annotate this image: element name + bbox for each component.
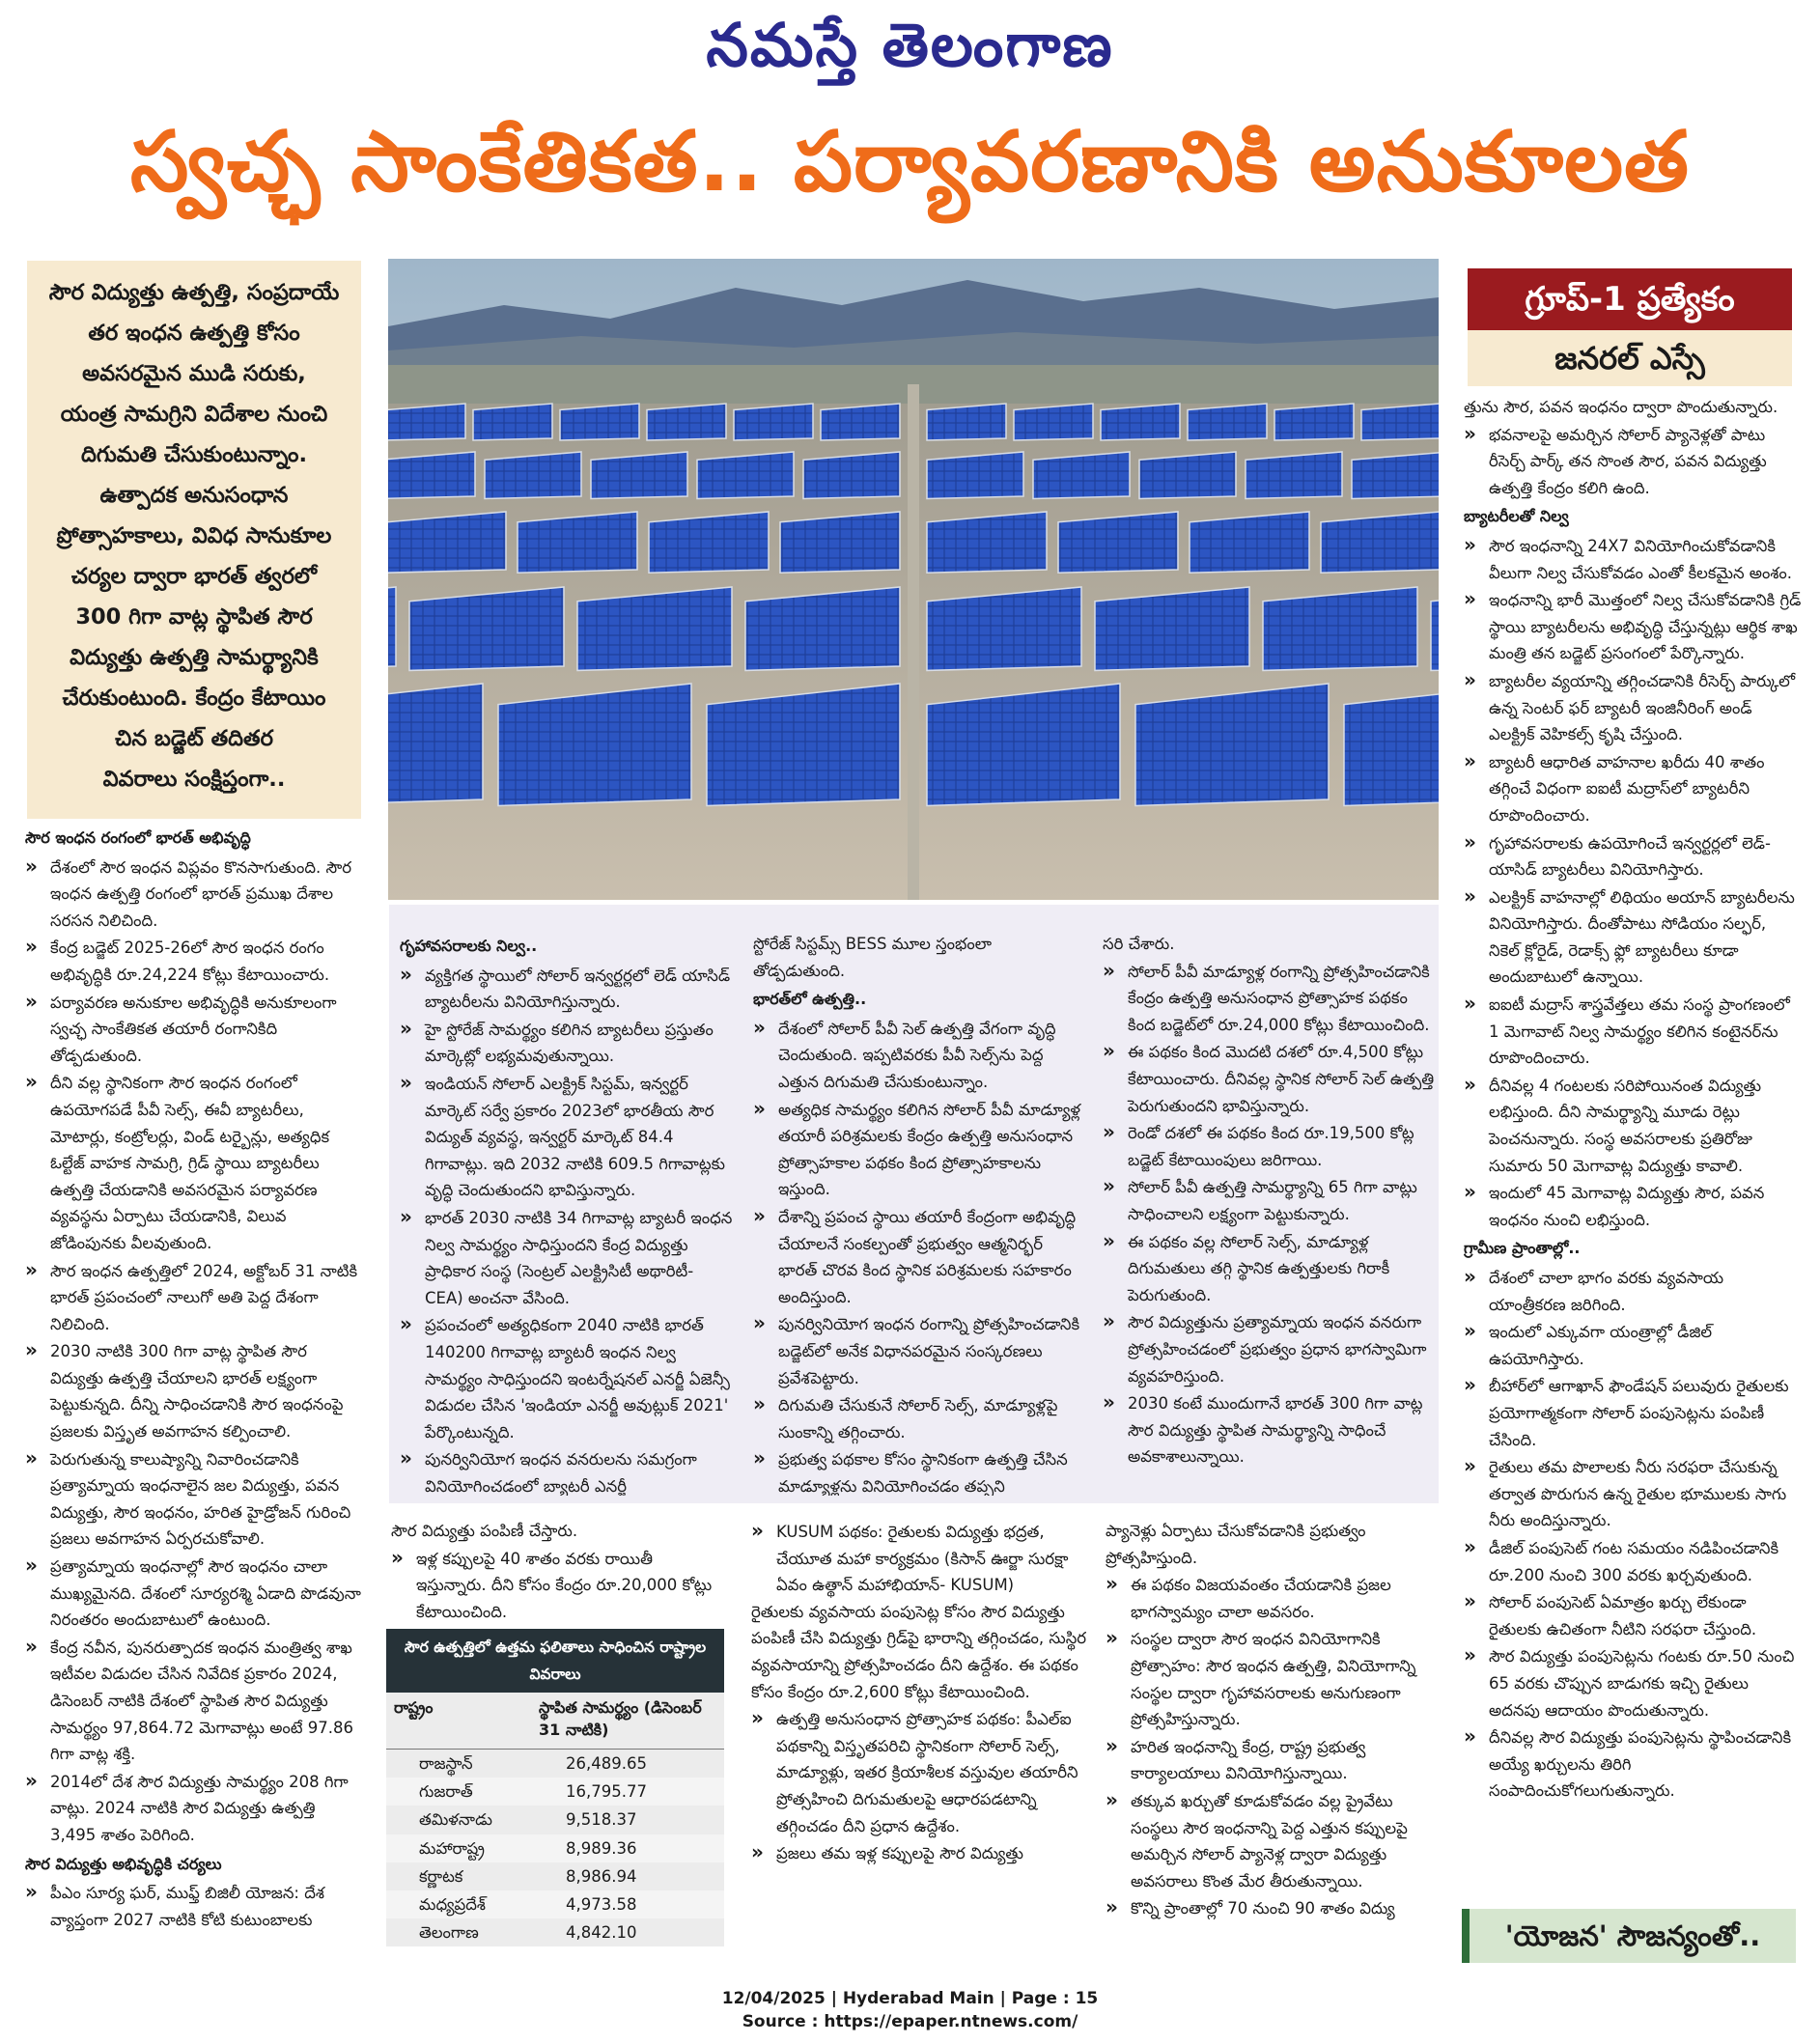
solar-panel [1321, 512, 1439, 573]
table-body [386, 1750, 724, 1946]
bullet-point: » ఈ పథకం వల్ల సోలార్ సెల్స్, మాడ్యూళ్ల దిగుమతులు తగ్గి స్థానిక ఉత్పత్తులకు గిరాకీ పెరుగుతుంది. [1103, 1228, 1436, 1309]
subheading: భారత్‌లో ఉత్పత్తి.. [753, 990, 867, 1009]
intro-line: చర్యల ద్వారా భారత్ త్వరలో [70, 564, 318, 589]
bullet-point: » దిగుమతి చేసుకునే సోలార్ సెల్స్, మాడ్యూళ్లపై సుంకాన్ని తగ్గించారు. [753, 1391, 1086, 1445]
bullet-point: » పునర్వినియోగ ఇంధన రంగాన్ని ప్రోత్సహించడానికి బడ్జెట్‌లో అనేక విధానపరమైన సంస్కరణలు ప్రవేశపెట్టారు. [753, 1310, 1086, 1391]
intro-line: 300 గిగా వాట్ల స్థాపిత సౌర [75, 604, 313, 630]
solar-panel [745, 587, 900, 670]
solar-panel [803, 452, 900, 498]
paragraph: సౌర విద్యుత్తు పంపిణీ చేస్తారు. [391, 1522, 578, 1540]
solar-panel [388, 684, 483, 805]
column-left [25, 823, 363, 1952]
bullet-point: » సౌర విద్యుత్తును ప్రత్యామ్నాయ ఇంధన వనరుగా ప్రోత్సహించడంలో ప్రభుత్వం ప్రధాన భాగస్వామిగా వ్యవహరిస్తుంది. [1103, 1308, 1436, 1389]
bullet-point: » డీజిల్ పంపుసెట్ గంట సమయం నడిపించడానికి రూ.200 నుంచి 300 వరకు ఖర్చవుతుంది. [1464, 1534, 1802, 1588]
solar-panel [780, 512, 900, 573]
bullet-point: » సంస్థల ద్వారా సౌర ఇంధన వినియోగానికి ప్రోత్సాహం: సౌర ఇంధన ఉత్పత్తి, వినియోగాన్ని సంస్థల ద్వారా గృహావసరాలకు అనుగుణంగా ప్రోత్సహిస్తున్నారు. [1106, 1625, 1439, 1732]
solar-panel [1101, 404, 1180, 440]
bullet-point: » ప్రజలు తమ ఇళ్ల కప్పులపై సౌర విద్యుత్తు [751, 1839, 1087, 1867]
sidebar-subheading: జనరల్ ఎస్సే [1468, 330, 1792, 386]
bullet-point: » సౌర ఇంధన ఉత్పత్తిలో 2024, అక్టోబర్ 31 నాటికి భారత్ ప్రపంచంలో నాలుగో అతి పెద్ద దేశంగా నిలిచింది. [25, 1257, 363, 1338]
bullet-point: » భవనాలపై అమర్చిన సోలార్ ప్యానెళ్లతో పాటు రీసెర్చ్ పార్క్ తన సొంత సౌర, పవన విద్యుత్తు ఉత్పత్తి కేంద్రం కలిగి ఉంది. [1464, 421, 1802, 502]
bullet-point: » పునర్వినియోగ ఇంధన వనరులను సమగ్రంగా వినియోగించడంలో బ్యాటరీ ఎనర్జీ [400, 1445, 736, 1496]
solar-panel [388, 404, 465, 440]
intro-line: యంత్ర సామగ్రిని విదేశాల నుంచి [60, 402, 328, 427]
solar-farm-photo [388, 259, 1439, 900]
bullet-point: » దేశంలో సోలార్ పీవీ సెల్ ఉత్పత్తి వేగంగా వృద్ధి చెందుతుంది. ఇప్పటివరకు పీవీ సెల్స్‌ను పెద్ద ఎత్తున దిగుమతి చేసుకుంటున్నాం. [753, 1015, 1086, 1096]
bullet-point: » బ్యాటరీ ఆధారిత వాహనాల ఖరీదు 40 శాతం తగ్గించే విధంగా ఐఐటీ మద్రాస్‌లో బ్యాటరీని రూపొందించారు. [1464, 748, 1802, 829]
intro-line: విద్యుత్తు ఉత్పత్తి సామర్థ్యానికి [70, 645, 319, 670]
solar-panel [927, 404, 1006, 440]
source-credit: 'యోజన' సౌజన్యంతో.. [1462, 1909, 1796, 1963]
paragraph: సరి చేశారు. [1103, 935, 1175, 953]
solar-panel [518, 512, 637, 573]
table-row [386, 1750, 724, 1778]
solar-panel [498, 684, 691, 805]
solar-panel [734, 404, 813, 440]
bullet-point: » ఇందులో 45 మెగావాట్ల విద్యుత్తు సౌర, పవన ఇంధనం నుంచి లభిస్తుంది. [1464, 1179, 1802, 1233]
capacity-cell: 8,986.94 [566, 1866, 637, 1886]
table-row [386, 1834, 724, 1862]
bullet-point: » బీహార్‌లో ఆగాఖాన్ ఫౌండేషన్ పలువురు రైతులకు ప్రయోగాత్మకంగా సోలార్ పంపుసెట్లను పంపిణీ చేసింది. [1464, 1372, 1802, 1453]
paragraph: రైతులకు వ్యవసాయ పంపుసెట్ల కోసం సౌర విద్యుత్తు పంపిణీ చేసి విద్యుత్తు గ్రిడ్‌పై భారాన్ని తగ్గించడం, సుస్థిర వ్యవసాయాన్ని ప్రోత్సహించడం దీని ఉద్దేశం. ఈ పథకం కోసం కేంద్రం రూ.2,600 కోట్లు కేటాయించింది. [751, 1602, 1087, 1701]
bullet-point: » దేశంలో చాలా భాగం వరకు వ్యవసాయ యాంత్రీకరణ జరిగింది. [1464, 1264, 1802, 1318]
solar-panel [1190, 512, 1309, 573]
lower-column-4 [1106, 1518, 1439, 1962]
panel-column-3 [1103, 931, 1436, 1496]
state-cell: గుజరాత్ [419, 1782, 473, 1802]
capacity-cell: 4,973.58 [566, 1895, 637, 1915]
solar-panel [1274, 404, 1354, 440]
bullet-point: » పెరుగుతున్న కాలుష్యాన్ని నివారించడానికి ప్రత్యామ్నాయ ఇంధనాలైన జల విద్యుత్తు, పవన విద్యుత్తు, సౌర ఇంధనం, హరిత హైడ్రోజన్ గురించి ప్రజలు అవగాహన ఏర్పరచుకోవాలి. [25, 1445, 363, 1553]
solar-panel [927, 684, 1120, 805]
lower-column-3 [751, 1518, 1087, 1962]
bullet-point: » రెండో దశలో ఈ పథకం కింద రూ.19,500 కోట్ల బడ్జెట్ కేటాయింపులు జరిగాయి. [1103, 1119, 1436, 1173]
solar-panel [1361, 404, 1439, 440]
solar-panel [647, 404, 726, 440]
page-footer [0, 1987, 1820, 2033]
solar-panel [927, 587, 1081, 670]
bullet-point: » 2014లో దేశ సౌర విద్యుత్తు సామర్థ్యం 208 గిగా వాట్లు. 2024 నాటికి సౌర విద్యుత్తు ఉత్పత్తి 3,495 శాతం పెరిగింది. [25, 1768, 363, 1849]
solar-panel [388, 587, 396, 670]
table-row [386, 1918, 724, 1946]
bullet-point: » ఇంధనాన్ని భారీ మొత్తంలో నిల్వ చేసుకోవడానికి గ్రిడ్ స్థాయి బ్యాటరీలను అభివృద్ధి చేస్తున్నట్లు ఆర్థిక శాఖ మంత్రి తన బడ్జెట్ ప్రసంగంలో పేర్కొన్నారు. [1464, 586, 1802, 667]
intro-line: చిన బడ్జెట్ తదితర [115, 726, 273, 751]
bullet-point: » తక్కువ ఖర్చుతో కూడుకోవడం వల్ల ప్రైవేటు సంస్థలు సౌర ఇంధనాన్ని పెద్ద ఎత్తున కప్పులపై అమర్చిన సోలార్ ప్యానెళ్ల ద్వారా విద్యుత్తు అవసరాలు కొంత మేర తీరుతున్నాయి. [1106, 1787, 1439, 1894]
solar-panel [577, 587, 732, 670]
headline: స్వచ్ఛ సాంకేతికత.. పర్యావరణానికి అనుకూలత [130, 114, 1690, 210]
bullet-point: » దీనివల్ల సౌర విద్యుత్తు పంపుసెట్లను స్థాపించడానికి అయ్యే ఖర్చులను తిరిగి సంపాదించుకోగలుగుతున్నారు. [1464, 1723, 1802, 1805]
bullet-point: » దీనివల్ల 4 గంటలకు సరిపోయినంత విద్యుత్తు లభిస్తుంది. దీని సామర్థ్యాన్ని మూడు రెట్లు పెంచనున్నారు. సంస్థ అవసరాలకు ప్రతిరోజు సుమారు 50 మెగావాట్ల విద్యుత్తు కావాలి. [1464, 1072, 1802, 1179]
bullet-point: » అత్యధిక సామర్థ్యం కలిగిన సోలార్ పీవీ మాడ్యూళ్ల తయారీ పరిశ్రమలకు కేంద్రం ఉత్పత్తి అనుసంధాన ప్రోత్సాహకాల పథకం కింద ప్రోత్సాహకాలను ఇస్తుంది. [753, 1096, 1086, 1203]
bullet-point: » 2030 నాటికి 300 గిగా వాట్ల స్థాపిత సౌర విద్యుత్తు ఉత్పత్తి చేయాలని భారత్ లక్ష్యంగా పెట్టుకున్నది. దీన్ని సాధించడానికి సౌర ఇంధనంపై ప్రజలకు విస్తృత అవగాహన కల్పించాలి. [25, 1337, 363, 1444]
panel-column-2 [753, 931, 1086, 1496]
footer-date-edition: 12/04/2025 | Hyderabad Main | Page : 15 [721, 1989, 1099, 2008]
solar-panel [591, 452, 687, 498]
solar-panel [1188, 404, 1267, 440]
subheading: సౌర విద్యుత్తు అభివృద్ధికి చర్యలు [25, 1854, 222, 1873]
bullet-point: » ఐఐటీ మద్రాస్ శాస్త్రవేత్తలు తమ సంస్థ ప్రాంగణంలో 1 మెగావాట్ నిల్వ సామర్థ్యం కలిగిన కంటైనర్‌ను రూపొందించారు. [1464, 991, 1802, 1072]
bullet-point: » పీఎం సూర్య ఘర్, ముఫ్త్ బిజిలీ యోజన: దేశ వ్యాప్తంగా 2027 నాటికి కోటి కుటుంబాలకు [25, 1879, 363, 1933]
bullet-point: » వ్యక్తిగత స్థాయిలో సోలార్ ఇన్వర్టర్లలో లెడ్ యాసిడ్ బ్యాటరీలను వినియోగిస్తున్నారు. [400, 962, 736, 1016]
solar-panel [1058, 512, 1178, 573]
intro-line: ప్రోత్సాహకాలు, వివిధ సానుకూల [56, 523, 332, 548]
footer-source: Source : https://epaper.ntnews.com/ [742, 2012, 1078, 2031]
intro-box [27, 261, 361, 819]
subheading: సౌర ఇంధన రంగంలో భారత్ అభివృద్ధి [25, 828, 251, 847]
intro-line: చేరుకుంటుంది. కేంద్రం కేటాయిం [62, 686, 326, 711]
intro-line: తర ఇంధన ఉత్పత్తి కోసం [88, 321, 300, 346]
solar-panels-illustration [388, 259, 1439, 900]
bullet-point: » కేంద్ర బడ్జెట్ 2025-26లో సౌర ఇంధన రంగం అభివృద్ధికి రూ.24,224 కోట్లు కేటాయించారు. [25, 934, 363, 988]
table-row [386, 1862, 724, 1890]
state-cell: మధ్యప్రదేశ్ [419, 1895, 487, 1915]
capacity-cell: 16,795.77 [566, 1782, 647, 1802]
solar-panel [707, 684, 900, 805]
sidebar-heading: గ్రూప్-1 ప్రత్యేకం [1468, 268, 1792, 330]
header-capacity: స్థాపిత సామర్థ్యం (డిసెంబర్ 31 నాటికి) [539, 1698, 702, 1739]
state-cell: తెలంగాణ [419, 1923, 479, 1943]
table-title: సౌర ఉత్పత్తిలో ఉత్తమ ఫలితాలు సాధించిన రాష్ట్రాల వివరాలు [386, 1629, 724, 1693]
bullet-point: » 2030 కంటే ముందుగానే భారత్ 300 గిగా వాట్ల సౌర విద్యుత్తు స్థాపిత సామర్థ్యాన్ని సాధించే అవకాశాలున్నాయి. [1103, 1389, 1436, 1470]
solar-panel [697, 452, 794, 498]
solar-panel [1352, 452, 1439, 498]
table-row [386, 1806, 724, 1834]
bullet-point: » ఇందులో ఎక్కువగా యంత్రాల్లో డీజిల్ ఉపయోగిస్తారు. [1464, 1318, 1802, 1372]
paragraph: ప్యానెళ్లు ఏర్పాటు చేసుకోవడానికి ప్రభుత్వం ప్రోత్సహిస్తుంది. [1106, 1522, 1366, 1567]
table-row [386, 1890, 724, 1918]
bullet-point: » దీని వల్ల స్థానికంగా సౌర ఇంధన రంగంలో ఉపయోగపడే పీవీ సెల్స్, ఈవీ బ్యాటరీలు, మోటార్లు, కంట్రోలర్లు, విండ్ టర్బైన్లు, అత్యధిక ఓల్టేజ్ వాహక సామగ్రి, గ్రిడ్ స్థాయి బ్యాటరీలు ఉత్పత్తి చేయడానికి అవసరమైన పర్యావరణ వ్యవస్థను ఏర్పాటు చేయడానికి, విలువ జోడింపునకు వీలవుతుంది. [25, 1069, 363, 1256]
bullet-point: » సోలార్ పీవీ ఉత్పత్తి సామర్థ్యాన్ని 65 గిగా వాట్లు సాధించాలని లక్ష్యంగా పెట్టుకున్నారు. [1103, 1173, 1436, 1227]
subheading: గృహావసరాలకు నిల్వ.. [400, 937, 538, 955]
solar-panel [473, 404, 552, 440]
masthead: నమస్తే తెలంగాణ [706, 10, 1114, 80]
capacity-cell: 9,518.37 [566, 1810, 637, 1830]
solar-panel [409, 587, 564, 670]
bullet-point: » సౌర విద్యుత్తు పంపుసెట్లను గంటకు రూ.50 నుంచి 65 వరకు చొప్పున బాడుగకు ఇచ్చి రైతులు అదనపు ఆదాయం పొందుతున్నారు. [1464, 1642, 1802, 1723]
intro-line: అవసరమైన ముడి సరుకు, [82, 361, 306, 386]
bullet-point: » ఈ పథకం విజయవంతం చేయడానికి ప్రజల భాగస్వామ్యం చాలా అవసరం. [1106, 1571, 1439, 1625]
paragraph: త్తును సౌర, పవన ఇంధనం ద్వారా పొందుతున్నారు. [1464, 398, 1778, 416]
solar-panel [388, 512, 506, 573]
intro-line: దిగుమతి చేసుకుంటున్నాం. [80, 442, 308, 467]
bullet-point: » సోలార్ పీవీ మాడ్యూళ్ల రంగాన్ని ప్రోత్సహించడానికి కేంద్రం ఉత్పత్తి అనుసంధాన ప్రోత్సాహక పథకం కింద బడ్జెట్‌లో రూ.24,000 కోట్లు కేటాయించింది. [1103, 958, 1436, 1039]
bullet-point: » ప్రపంచంలో అత్యధికంగా 2040 నాటికి భారత్ 140200 గిగావాట్ల బ్యాటరీ ఇంధన నిల్వ సామర్థ్యం సాధిస్తుందని ఇంటర్నేషనల్ ఎనర్జీ ఏజెన్సీ విడుదల చేసిన 'ఇండియా ఎనర్జీ అవుట్లుక్ 2021' పేర్కొంటున్నది. [400, 1311, 736, 1445]
intro-line: వివరాలు సంక్షిప్తంగా.. [102, 767, 286, 792]
solar-panel [1095, 587, 1249, 670]
lower-column-2 [391, 1518, 727, 1626]
solar-panel [485, 452, 581, 498]
bullet-point: » ఇండియన్ సోలార్ ఎలక్ట్రిక్ సిస్టమ్, ఇన్వర్టర్ మార్కెట్ సర్వే ప్రకారం 2023లో భారతీయ సౌర విద్యుత్ వ్యవస్థ, ఇన్వర్టర్ మార్కెట్ 84.4 గిగావాట్లు. ఇది 2032 నాటికి 609.5 గిగావాట్లకు వృద్ధి చెందుతుందని భావిస్తున్నారు. [400, 1070, 736, 1204]
sidebar-column [1464, 394, 1802, 1895]
capacity-cell: 4,842.10 [566, 1923, 637, 1943]
capacity-cell: 26,489.65 [566, 1754, 647, 1773]
state-cell: రాజస్థాన్ [419, 1754, 473, 1773]
solar-panel [927, 452, 1023, 498]
solar-panel [1135, 684, 1329, 805]
table-row [386, 1778, 724, 1806]
bullet-point: » భారత్ 2030 నాటికి 34 గిగావాట్ల బ్యాటరీ ఇంధన నిల్వ సామర్థ్యం సాధిస్తుందని కేంద్ర విద్యుత్తు ప్రాధికార సంస్థ (సెంట్రల్ ఎలక్ట్రిసిటీ అథారిటీ- CEA) అంచనా వేసింది. [400, 1204, 736, 1311]
bullet-point: » గృహావసరాలకు ఉపయోగించే ఇన్వర్టర్లలో లెడ్-యాసిడ్ బ్యాటరీలు వినియోగిస్తారు. [1464, 829, 1802, 883]
bullet-point: » హై స్టోరేజ్ సామర్థ్యం కలిగిన బ్యాటరీలు ప్రస్తుతం మార్కెట్లో లభ్యమవుతున్నాయి. [400, 1016, 736, 1070]
header-state: రాష్ట్రం [394, 1698, 434, 1717]
state-cell: కర్ణాటక [419, 1866, 463, 1886]
state-capacity-table [386, 1629, 724, 1967]
bullet-point: » దేశంలో సౌర ఇంధన విప్లవం కొనసాగుతుంది. సౌర ఇంధన ఉత్పత్తి రంగంలో భారత్ ప్రముఖ దేశాల సరసన నిలిచింది. [25, 854, 363, 935]
bullet-point: » ఇళ్ల కప్పులపై 40 శాతం వరకు రాయితీ ఇస్తున్నారు. దీని కోసం కేంద్రం రూ.20,000 కోట్లు కేటాయించింది. [391, 1545, 727, 1626]
solar-panel [1033, 452, 1130, 498]
bullet-point: » కొన్ని ప్రాంతాల్లో 70 నుంచి 90 శాతం విద్యు [1106, 1894, 1439, 1922]
bullet-point: » బ్యాటరీల వ్యయాన్ని తగ్గించడానికి రీసెర్చ్ పార్కులో ఉన్న సెంటర్ ఫర్ బ్యాటరీ ఇంజినీరింగ్ అండ్ ఎలక్ట్రిక్ వెహికల్స్ కృషి చేస్తుంది. [1464, 667, 1802, 748]
solar-panel [821, 404, 900, 440]
solar-panel [560, 404, 639, 440]
bullet-point: » కేంద్ర నవీన, పునరుత్పాదక ఇంధన మంత్రిత్వ శాఖ ఇటీవల విడుదల చేసిన నివేదిక ప్రకారం 2024, డిసెంబర్ నాటికి దేశంలో స్థాపిత సౌర విద్యుత్తు సామర్థ్యం 97,864.72 మెగావాట్లు అంటే 97.86 గిగా వాట్ల శక్తి. [25, 1634, 363, 1768]
capacity-cell: 8,989.36 [566, 1838, 637, 1858]
solar-panel [1014, 404, 1093, 440]
bullet-point: » సోలార్ పంపుసెట్ ఏమాత్రం ఖర్చు లేకుండా రైతులకు ఉచితంగా నీటిని సరఫరా చేస్తుంది. [1464, 1588, 1802, 1642]
bullet-point: » ప్రభుత్వ పథకాల కోసం స్థానికంగా ఉత్పత్తి చేసిన మాడ్యూళ్లను వినియోగించడం తప్పని [753, 1445, 1086, 1496]
intro-line: సౌర విద్యుత్తు ఉత్పత్తి, సంప్రదాయే [48, 280, 340, 305]
state-cell: మహారాష్ట్ర [419, 1838, 485, 1858]
panel-column-1 [400, 931, 736, 1496]
solar-panel [1139, 452, 1236, 498]
bullet-point: » పర్యావరణ అనుకూల అభివృద్ధికి అనుకూలంగా స్వచ్ఛ సాంకేతికత తయారీ రంగానికిది తోడ్పడుతుంది. [25, 989, 363, 1070]
subheading: బ్యాటరీలతో నిల్వ [1464, 507, 1569, 526]
bullet-point: » ఉత్పత్తి అనుసంధాన ప్రోత్సాహక పథకం: పీఎల్‌ఐ పథకాన్ని విస్తృతపరిచి స్థానికంగా సోలార్ సెల్స్, మాడ్యూళ్లు, ఇతర క్రియాశీలక వస్తువుల తయారీని ప్రోత్సహించి దిగుమతులపై ఆధారపడటాన్ని తగ్గించడం దీని ప్రధాన ఉద్దేశం. [751, 1705, 1087, 1839]
bullet-point: » సౌర ఇంధనాన్ని 24X7 వినియోగించుకోవడానికి వీలుగా నిల్వ చేసుకోవడం ఎంతో కీలకమైన అంశం. [1464, 532, 1802, 586]
solar-panel [927, 512, 1047, 573]
solar-panel [649, 512, 769, 573]
table-header-row [386, 1693, 724, 1750]
solar-panel [1246, 452, 1342, 498]
bullet-point: » హరిత ఇంధనాన్ని కేంద్ర, రాష్ట్ర ప్రభుత్వ కార్యాలయాలు వినియోగిస్తున్నాయి. [1106, 1733, 1439, 1787]
bullet-point: » రైతులు తమ పొలాలకు నీరు సరఫరా చేసుకున్న తర్వాత పొరుగున ఉన్న రైతుల భూములకు సాగు నీరు అందిస్తున్నారు. [1464, 1453, 1802, 1534]
solar-panel [1263, 587, 1417, 670]
bullet-point: » KUSUM పథకం: రైతులకు విద్యుత్తు భద్రత, చేయూత మహా కార్యక్రమం (కిసాన్ ఊర్జా సురక్షా ఏవం ఉత్థాన్ మహాభియాన్- KUSUM) [751, 1518, 1087, 1599]
bullet-point: » ఈ పథకం కింద మొదటి దశలో రూ.4,500 కోట్లు కేటాయించారు. దీనివల్ల స్థానిక సోలార్ సెల్ ఉత్పత్తి పెరుగుతుందని భావిస్తున్నారు. [1103, 1038, 1436, 1119]
paragraph: స్టోరేజ్ సిస్టమ్స్ BESS మూల స్తంభంలా తోడ్పడుతుంది. [753, 935, 993, 980]
intro-line: ఉత్పాదక అనుసంధాన [99, 483, 289, 508]
bullet-point: » దేశాన్ని ప్రపంచ స్థాయి తయారీ కేంద్రంగా అభివృద్ధి చేయాలనే సంకల్పంతో ప్రభుత్వం ఆత్మనిర్భర్ భారత్ చొరవ కింద స్థానిక పరిశ్రమలకు సహకారం అందిస్తుంది. [753, 1203, 1086, 1310]
bullet-point: » ప్రత్యామ్నాయ ఇంధనాల్లో సౌర ఇంధనం చాలా ముఖ్యమైనది. దేశంలో సూర్యరశ్మి ఏడాది పొడవునా నిరంతరం అందుబాటులో ఉంటుంది. [25, 1553, 363, 1634]
state-cell: తమిళనాడు [419, 1810, 492, 1830]
subheading: గ్రామీణ ప్రాంతాల్లో.. [1464, 1239, 1581, 1258]
bullet-point: » ఎలక్ట్రిక్ వాహనాల్లో లిథియం అయాన్ బ్యాటరీలను వినియోగిస్తారు. దీంతోపాటు సోడియం సల్ఫర్, నికెల్ క్లోరైడ్, రెడాక్స్ ఫ్లో బ్యాటరీలు కూడా అందుబాటులో ఉన్నాయి. [1464, 883, 1802, 991]
solar-panel [388, 452, 475, 498]
